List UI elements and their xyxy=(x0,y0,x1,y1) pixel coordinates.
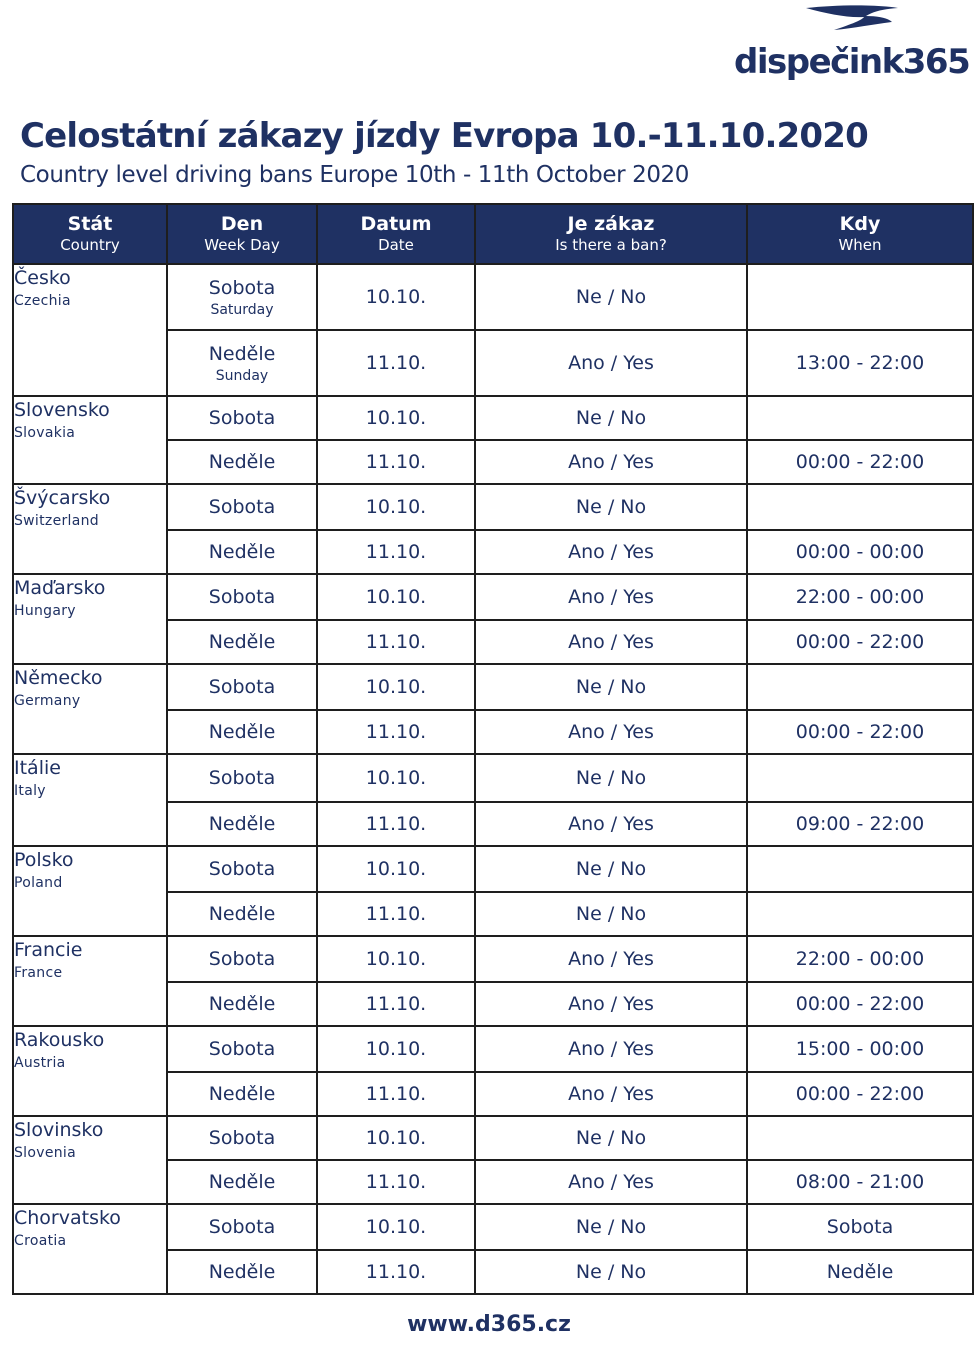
date-cell: 10.10. xyxy=(317,1116,475,1160)
ban-cell: Ano / Yes xyxy=(475,710,747,754)
when-cell: 00:00 - 22:00 xyxy=(747,440,973,484)
weekday-cell xyxy=(167,484,317,530)
weekday-cz: Neděle xyxy=(208,903,276,925)
country-cell xyxy=(13,264,167,396)
header-when: Kdy When xyxy=(747,204,973,264)
country-name-en: Croatia xyxy=(14,1233,67,1249)
date-cell: 11.10. xyxy=(317,530,475,574)
country-name-cz: Polsko xyxy=(14,849,74,871)
country-name-en: Italy xyxy=(14,783,46,799)
date-cell: 11.10. xyxy=(317,440,475,484)
weekday-en: Saturday xyxy=(210,302,274,318)
page-title: Celostátní zákazy jízdy Evropa 10.-11.10.2020 xyxy=(20,116,868,156)
ban-cell: Ne / No xyxy=(475,846,747,892)
weekday-cell xyxy=(167,396,317,440)
when-cell xyxy=(747,846,973,892)
ban-cell: Ne / No xyxy=(475,396,747,440)
date-cell: 10.10. xyxy=(317,264,475,330)
country-name-en: Czechia xyxy=(14,293,71,309)
date-cell: 10.10. xyxy=(317,574,475,620)
date-cell: 10.10. xyxy=(317,754,475,802)
table-header-row xyxy=(13,204,973,264)
weekday-cz: Neděle xyxy=(208,1083,276,1105)
when-cell: Sobota xyxy=(747,1204,973,1250)
weekday-cell xyxy=(167,1116,317,1160)
weekday-cell xyxy=(167,1250,317,1294)
weekday-cell xyxy=(167,264,317,330)
date-cell: 11.10. xyxy=(317,1160,475,1204)
ban-cell: Ano / Yes xyxy=(475,440,747,484)
country-name-en: Poland xyxy=(14,875,63,891)
weekday-cell xyxy=(167,1160,317,1204)
ban-cell: Ne / No xyxy=(475,664,747,710)
ban-cell: Ne / No xyxy=(475,1250,747,1294)
when-cell: 13:00 - 22:00 xyxy=(747,330,973,396)
date-cell: 11.10. xyxy=(317,802,475,846)
weekday-cz: Sobota xyxy=(208,1038,276,1060)
country-name-cz: Itálie xyxy=(14,757,61,779)
header-country: Stát Country xyxy=(13,204,167,264)
when-cell xyxy=(747,754,973,802)
country-cell xyxy=(13,1116,167,1204)
table-row xyxy=(13,664,973,710)
weekday-cz: Sobota xyxy=(208,858,276,880)
weekday-cz: Neděle xyxy=(208,721,276,743)
table-row xyxy=(13,396,973,440)
weekday-cell xyxy=(167,620,317,664)
ban-cell: Ne / No xyxy=(475,892,747,936)
date-cell: 10.10. xyxy=(317,1204,475,1250)
table-row xyxy=(13,484,973,530)
country-name-cz: Švýcarsko xyxy=(14,487,111,509)
country-cell xyxy=(13,1204,167,1294)
country-cell xyxy=(13,484,167,574)
ban-cell: Ne / No xyxy=(475,754,747,802)
weekday-cz: Sobota xyxy=(208,586,276,608)
date-cell: 11.10. xyxy=(317,620,475,664)
ban-cell: Ano / Yes xyxy=(475,1072,747,1116)
date-cell: 11.10. xyxy=(317,982,475,1026)
country-name-cz: Česko xyxy=(14,267,71,289)
ban-cell: Ne / No xyxy=(475,484,747,530)
weekday-cz: Neděle xyxy=(208,451,276,473)
weekday-cell xyxy=(167,1072,317,1116)
ban-cell: Ano / Yes xyxy=(475,574,747,620)
when-cell: 00:00 - 00:00 xyxy=(747,530,973,574)
header-date: Datum Date xyxy=(317,204,475,264)
weekday-cz: Neděle xyxy=(208,993,276,1015)
weekday-cell xyxy=(167,440,317,484)
table-row xyxy=(13,846,973,892)
ban-cell: Ano / Yes xyxy=(475,1160,747,1204)
weekday-cz: Neděle xyxy=(208,631,276,653)
ban-cell: Ano / Yes xyxy=(475,1026,747,1072)
when-cell: 00:00 - 22:00 xyxy=(747,620,973,664)
country-cell xyxy=(13,846,167,936)
table-row xyxy=(13,754,973,802)
country-name-cz: Německo xyxy=(14,667,103,689)
ban-cell: Ano / Yes xyxy=(475,330,747,396)
country-name-en: France xyxy=(14,965,63,981)
when-cell xyxy=(747,1116,973,1160)
when-cell: 09:00 - 22:00 xyxy=(747,802,973,846)
country-cell xyxy=(13,574,167,664)
when-cell xyxy=(747,396,973,440)
date-cell: 10.10. xyxy=(317,846,475,892)
ban-cell: Ano / Yes xyxy=(475,620,747,664)
ban-cell: Ne / No xyxy=(475,1116,747,1160)
date-cell: 11.10. xyxy=(317,892,475,936)
weekday-cz: Sobota xyxy=(208,407,276,429)
date-cell: 10.10. xyxy=(317,396,475,440)
country-name-cz: Maďarsko xyxy=(14,577,106,599)
ban-cell: Ano / Yes xyxy=(475,982,747,1026)
when-cell: 00:00 - 22:00 xyxy=(747,710,973,754)
table-row xyxy=(13,574,973,620)
weekday-cz: Sobota xyxy=(208,676,276,698)
weekday-cz: Neděle xyxy=(208,541,276,563)
weekday-cell xyxy=(167,530,317,574)
footer-url: www.d365.cz xyxy=(407,1312,571,1337)
table-row xyxy=(13,264,973,330)
weekday-cz: Sobota xyxy=(208,496,276,518)
weekday-cell xyxy=(167,710,317,754)
country-name-en: Germany xyxy=(14,693,81,709)
country-cell xyxy=(13,936,167,1026)
date-cell: 11.10. xyxy=(317,1250,475,1294)
weekday-cell xyxy=(167,846,317,892)
weekday-cell xyxy=(167,664,317,710)
weekday-cell xyxy=(167,982,317,1026)
country-name-en: Switzerland xyxy=(14,513,99,529)
weekday-cell xyxy=(167,754,317,802)
weekday-cell xyxy=(167,1204,317,1250)
weekday-cell xyxy=(167,1026,317,1072)
weekday-cz: Neděle xyxy=(208,813,276,835)
when-cell xyxy=(747,484,973,530)
when-cell: 15:00 - 00:00 xyxy=(747,1026,973,1072)
when-cell xyxy=(747,264,973,330)
country-name-en: Slovenia xyxy=(14,1145,76,1161)
country-name-cz: Slovensko xyxy=(14,399,110,421)
date-cell: 11.10. xyxy=(317,330,475,396)
weekday-cz: Neděle xyxy=(208,1171,276,1193)
brand-logo xyxy=(734,4,974,84)
weekday-cz: Neděle xyxy=(208,1261,276,1283)
date-cell: 11.10. xyxy=(317,710,475,754)
ban-cell: Ano / Yes xyxy=(475,530,747,574)
when-cell: 00:00 - 22:00 xyxy=(747,1072,973,1116)
when-cell xyxy=(747,664,973,710)
weekday-cz: Sobota xyxy=(208,948,276,970)
country-cell xyxy=(13,396,167,484)
table-row xyxy=(13,1026,973,1072)
country-name-cz: Francie xyxy=(14,939,83,961)
weekday-cell xyxy=(167,802,317,846)
when-cell: 00:00 - 22:00 xyxy=(747,982,973,1026)
ban-cell: Ano / Yes xyxy=(475,936,747,982)
country-name-en: Slovakia xyxy=(14,425,76,441)
country-name-cz: Rakousko xyxy=(14,1029,105,1051)
ban-cell: Ne / No xyxy=(475,1204,747,1250)
weekday-en: Sunday xyxy=(215,368,269,384)
date-cell: 10.10. xyxy=(317,936,475,982)
when-cell: 08:00 - 21:00 xyxy=(747,1160,973,1204)
date-cell: 10.10. xyxy=(317,1026,475,1072)
weekday-cell xyxy=(167,330,317,396)
weekday-cz: Sobota xyxy=(208,1216,276,1238)
page-subtitle: Country level driving bans Europe 10th - 11th October 2020 xyxy=(20,162,690,188)
country-name-cz: Chorvatsko xyxy=(14,1207,121,1229)
when-cell: 22:00 - 00:00 xyxy=(747,574,973,620)
when-cell: Neděle xyxy=(747,1250,973,1294)
table-row xyxy=(13,936,973,982)
weekday-cz: Sobota xyxy=(208,1127,276,1149)
date-cell: 10.10. xyxy=(317,664,475,710)
table-row xyxy=(13,1116,973,1160)
ban-cell: Ne / No xyxy=(475,264,747,330)
driving-bans-table xyxy=(12,203,974,1295)
date-cell: 11.10. xyxy=(317,1072,475,1116)
date-cell: 10.10. xyxy=(317,484,475,530)
country-cell xyxy=(13,1026,167,1116)
header-weekday: Den Week Day xyxy=(167,204,317,264)
weekday-cz: Sobota xyxy=(208,277,276,299)
country-name-en: Austria xyxy=(14,1055,66,1071)
country-name-cz: Slovinsko xyxy=(14,1119,104,1141)
weekday-cz: Neděle xyxy=(208,343,276,365)
table-body xyxy=(13,264,973,1294)
swoosh-icon xyxy=(804,4,900,30)
weekday-cell xyxy=(167,574,317,620)
ban-cell: Ano / Yes xyxy=(475,802,747,846)
country-cell xyxy=(13,664,167,754)
when-cell: 22:00 - 00:00 xyxy=(747,936,973,982)
table-row xyxy=(13,1204,973,1250)
country-cell xyxy=(13,754,167,846)
weekday-cz: Sobota xyxy=(208,767,276,789)
weekday-cell xyxy=(167,892,317,936)
header-ban: Je zákaz Is there a ban? xyxy=(475,204,747,264)
when-cell xyxy=(747,892,973,936)
weekday-cell xyxy=(167,936,317,982)
logo-wordmark: dispečink365 xyxy=(734,42,970,82)
country-name-en: Hungary xyxy=(14,603,76,619)
